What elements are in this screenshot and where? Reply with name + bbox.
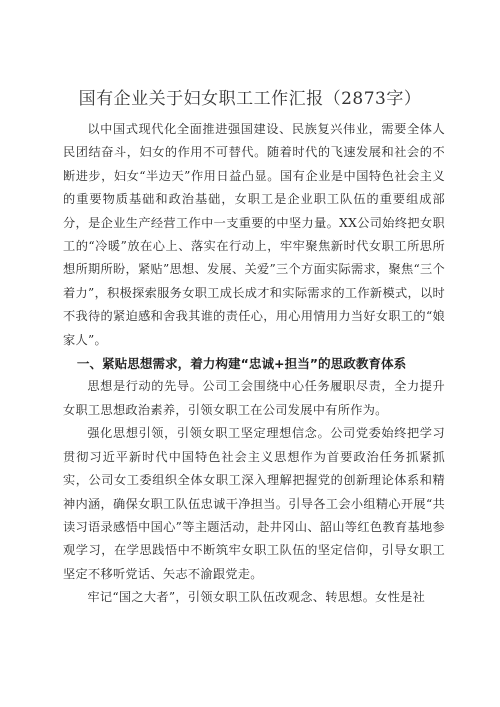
document-title: 国有企业关于妇女职工工作汇报（2873字） bbox=[78, 89, 422, 109]
section-paragraph-3: 牢记“国之大者”，引领女职工队伍改观念、转思想。女性是社 bbox=[87, 590, 426, 605]
section-paragraph-1: 思想是行动的先导。公司工会围绕中心任务履职尽责，全力提升女职工思想政治素养，引领女职工在公司发展中有所作为。 bbox=[63, 379, 445, 417]
section-heading: 一、紧贴思想需求，着力构建“忠诚+担当”的思政教育体系 bbox=[76, 356, 407, 372]
section-paragraph-2: 强化思想引领，引领女职工坚定理想信念。公司党委始终把学习贯彻习近平新时代中国特色社会主义思想作为首要政治任务抓紧抓实，公司女工委组织全体女职工深入理解把握党的创新理论体系和精神内涵，确保女职工队伍忠诚干净担当。引导各工会小组精心开展“共读习语录感悟中国心”等主题活动，赴井冈山、韶山等红色教育基地参观学习，在学思践悟中不断筑牢女职工队伍的坚定信仰，引导女职工坚定不移听党话、矢志不渝跟党走。 bbox=[63, 426, 445, 581]
document-body bbox=[63, 118, 445, 610]
intro-paragraph: 以中国式现代化全面推进强国建设、民族复兴伟业，需要全体人民团结奋斗，妇女的作用不可替代。随着时代的飞速发展和社会的不断进步，妇女“半边天”作用日益凸显。国有企业是中国特色社会主义的重要物质基础和政治基础，女职工是企业职工队伍的重要组成部分，是企业生产经营工作中一支重要的中坚力量。XX公司始终把女职工的“冷暖”放在心上、落实在行动上，牢牢聚焦新时代女职工所思所想所期所盼，紧贴”思想、发展、关爱”三个方面实际需求，聚焦“三个着力”，积极探索服务女职工成长成才和实际需求的工作新模式，以时不我待的紧迫感和舍我其谁的责任心，用心用情用力当好女职工的“娘家人”。 bbox=[63, 122, 445, 347]
